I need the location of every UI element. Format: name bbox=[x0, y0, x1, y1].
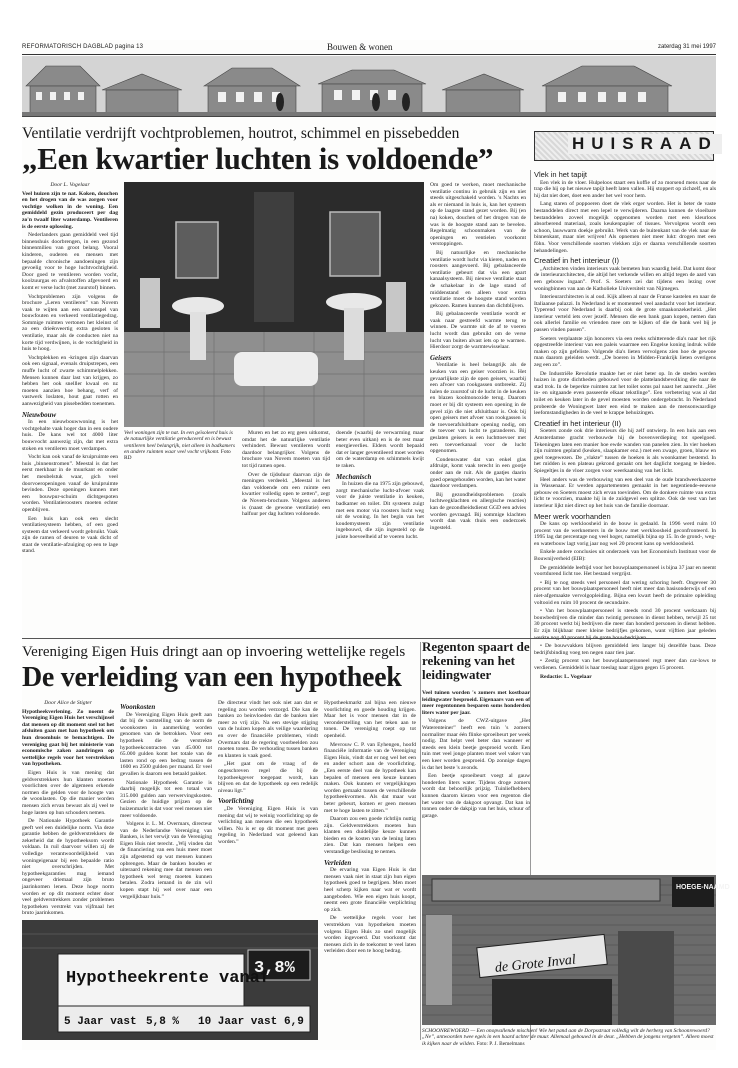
article3-column-1 bbox=[422, 690, 530, 872]
article3-photo-caption bbox=[422, 1028, 716, 1047]
article1-column-3 bbox=[336, 430, 424, 640]
article1-paragraph: Bij natuurlijke en mechanische ventilatie wordt lucht via kieren, naden en roosters aangevoerd. Bij gebalanceerde ventilatie gebeurt dat via een apart kanaalsysteem. Bij nieuwe ventilatie staat de schakelaar in de lage stand of middenstand en alleen voor extra ventilatie moet de hoogste stand worden gekozen. Ramen kunnen dan dichtblijven. bbox=[430, 249, 526, 309]
article2-paragraph: De Vereniging Eigen Huis geeft aan dat bij de vaststelling van de norm de woonkosten in aanmerking worden genomen van de betrokken. Voor een hypotheek die de verstrekte hypotheekcontracten van 45.000 tot 65.000 gulden komt het totale van de lasten rond op een bedrag tussen de 1600 en 2500 gulden per maand. Er veel gevallen is daarom een betaald pakket. bbox=[120, 711, 212, 777]
article1-column-2 bbox=[242, 430, 330, 640]
article2-paragraph: Mevrouw C. P. van Eyhengen, hoofd financiële informatie van de Vereniging Eigen Huis, vindt dat er nog wel het een en ander schort aan de voorlichting. „Een eerste deel van de hypotheek kan bepalen of mensen een keuze kunnen maken. Ook kunnen er vergelijkingen worden gemaakt tussen de verschillende hypotheekvormen. Als dat maar wat beter gebeurt, komen er geen mensen met te hoge lasten te zitten.” bbox=[324, 741, 416, 814]
article1-paragraph: In een nieuwbouwwoning is het vochtgehalte vaak hoger dan in een oudere huis. De kans wel tot 4000 liter bouwvocht aanwezig zijn, dat met extra stoken en ventileren moet verdampen. bbox=[22, 419, 118, 452]
article2-kicker: Vereniging Eigen Huis dringt aan op invoering wettelijke regels bbox=[22, 644, 406, 660]
sidebar-paragraph: Enkele andere conclusies uit onderzoek van het Economisch Instituut voor de Bouwnijverheid (EIB): bbox=[534, 549, 716, 563]
facade-sign-text: HOEGE-NAAMD bbox=[676, 884, 730, 891]
article3-paragraph: Volgens de CWZ-uitgave „Het Waterenteiner” heeft een tuin 's zomers normaliter maar één flinke sproeibeurt per week nodig. Dat helpt veel beter dan wanneer er steeds een klein beetje gesproeid wordt. Een tuin met veel jonge planten moet wel vaker van een keer worden gesproeid. Op zonnige dagen is dat het beste 's avonds. bbox=[422, 718, 530, 771]
sidebar-paragraph: Soeters zonde ook drie interieurs die hij zelf ontwierp. In een huis aan een Amsterdamse gracht verbouwde hij de bovenverdieping tot speelgoed. Tekeningen laten een manier hoe ewde wanden van panelen zien. In vier hoeken zijn ruimten gepland (keuken, slaapkamer enz.) met een zwage, groen, blauw en geel toegewezen. De „vlakte” tussen de hoeken is als woonkamer bestemd. In het midden is een plateau gekrond geraakt om het daglicht toegang te bieden. Spiegeltjes in de vloer zorgen voor weerkaatsing van het licht. bbox=[534, 428, 716, 474]
building-facade-photo bbox=[422, 875, 730, 1025]
article2-paragraph: Daarom zou een goede richtlijn nuttig zijn. Geldverstrekkers moeten hun klanten een duidelijke keuze kunnen bieden en de kosten van de lening laten zien. Dat kan mensen helpen een verstandige beslissing te nemen. bbox=[324, 816, 416, 856]
sidebar-paragraph: Een vlek in de vloer. Hulpeloos staart een koffie of zo morsend mens naar de trap die hij op het nieuwe tapijt heeft laten vallen. Hij stoppert op zichzelf, en als hij dat niet doet, doet een ander het wel voor hem. bbox=[534, 179, 716, 199]
houses-banner-illustration bbox=[22, 56, 716, 117]
article2-column-4 bbox=[324, 700, 416, 1040]
article1-byline: Door L. Vogelaar bbox=[50, 182, 90, 188]
article2-byline: Door Alice de Stigter bbox=[44, 700, 92, 706]
caption-text: SCHOONREWOERD — Een onopvallende mischien! Wie het pand aan de Dorpsstraat volledig wilt de herberg van Schoonrewoerd? „Ne”, antwoorden twee egels in een haard achter de muur. Allemaal gebouwd in de deur. „Hebben de jongens vergeten”. Alleen moest ik kijken naar de wilden. bbox=[422, 1028, 714, 1047]
article1-paragraph: Muren en het zo erg geen uitkomst, omdat het de natuurlijke ventilatie verhindert. Bewust ventileren wordt daardoor belangrijker. Volgens de brochure van Novem moeten van tijd tot tijd ramen open. bbox=[242, 430, 330, 469]
article2-headline: De verleiding van een hypotheek bbox=[22, 662, 402, 693]
huisraad-sidebar bbox=[534, 168, 716, 680]
header-paper-name: REFORMATORISCH DAGBLAD pagina 13 bbox=[22, 44, 144, 50]
sign-left-rate: 5,8 % bbox=[146, 1016, 180, 1028]
article1-paragraph: Om goed te werken, moet mechanische ventilatie continu in gebruik zijn en niet steeds uitgeschakeld worden. 's Nachts en als er niemand in huis is, kan het systeem op de laagste stand gezet worden. Bij (en na) koken, douchen of het drogen van de was is de hoogste stand aan te bevelen. Regelmatig schoonmaken van de openingen en ventielen voorkomt verstoppingen. bbox=[430, 182, 526, 248]
sidebar-paragraph: De Industriële Revolutie maakte het er niet beter op. In de steden werden huizen in grote dichtheden gebouwd voor de plattelandsbevolking die naar de stad trok. In de beperkte ruimten zat het toilet soms pal naast het aanrecht. „Het in- en uitgaande even passeerde elkaar tekstlinge”. Een verbetering was al dat toilet en keuken later in de gevel moesten worden ondergebracht. In Nederland probeerde de Woningwet later een eind te maken aan de mensonwaardige leefomstandigheden in de veel te krappe behuizingen. bbox=[534, 370, 716, 417]
sidebar-heading: Creatief in het interieur (I) bbox=[534, 256, 620, 266]
article2-paragraph: „De Vereniging Eigen Huis is van mening dat wij te weinig voorlichting op de verlichting aan mensen die een hypotheek willen. Nu is er op dit moment met geen regeling in Nederland wat geleend kan worden.” bbox=[218, 805, 318, 845]
sign-right-term: 10 Jaar vast bbox=[198, 1016, 278, 1028]
article1-column-4 bbox=[430, 182, 526, 637]
article1-paragraph: Vocht kan ook vanaf de kruipruimte een huis „binnenstromen”. Meestal is dat het eerst merkbaar in de muurkant en onder het meubelstuk waar, gich veel doorvoeropeningen vanaf de kruipruimte bevinden. Deze openingen kunnen met een bouwpur-schuim dichtgespoten worden. Ventilatieroosters moeten echter openblijven. bbox=[22, 454, 118, 513]
article2-paragraph: Eigen Huis is van mening dat geldverstrekkers hun klanten moeten voorlichten over de algemeen erkende normen die gelden voor de hoogte van de woonlasten. Op die manier worden mensen zich ervan bewust als zij veel te hoge lasten op hun schouders nemen. bbox=[22, 769, 114, 816]
article1-paragraph: Nederlanders gaan gemiddeld veel tijd binnenshuis doorbrengen, in een gezond binnenmilieu van groot belang. Vooral kinderen, ouderen en mensen met bepaalde chronische aandoeningen zijn gevoelig voor te hoge luchtvochtigheid. Door goed te ventileren worden vocht, koolzuurgas en afvalstoffen afgevoerd en komt er verse lucht (met zuurstof) binnen. bbox=[22, 232, 118, 291]
header-section: Bouwen & wonen bbox=[327, 42, 393, 52]
sidebar-heading: Vlek in het tapijt bbox=[534, 170, 587, 179]
sign-main-rate: 3,8% bbox=[254, 959, 295, 978]
article2-paragraph: Volgens ir. L. M. Overmars, directeur van de Nederlandse Vereniging van Banken, is het verwijt van de Vereniging Eigen Huis niet terecht. „Wij vinden dat de financiering van een huis meer moet zijn afgestemd op wat mensen kunnen opbrengen. Maar de banken houden er uiteraard rekening mee dat mensen een hypotheek wel terug moeten kunnen betalen. Zodra iemand in de zin wil kopen stapt hij wel over naar een vergelijkbaar huis.” bbox=[120, 821, 212, 900]
article2-paragraph: De Nationale Hypotheek Garantie geeft wel een duidelijke norm. Via deze garantie hebben de geldverstrekkers de zekerheid dat de hypotheeksom wordt voldaan. In ruil daarvoor willen zij de volledige verantwoordelijkheid van woningeigenaar bij een bepaalde ratio niet overschrijden. Met hypotheekgaranties mag iemand ongeveer driemaal zijn bruto jaarinkomen lenen. Deze hoge norm worden er op dit moment echter door veel geldverstrekkers zonder problemen hypotheken verstrekt van vijfmaal het bruto jaarinkomen. bbox=[22, 818, 114, 917]
sidebar-paragraph: Heel anders was de verbouwing van een deel van de oude brandweerkazerne in Wassenaar. Er werden appartementen gemaakt in het negentiende-eeuwse gebouw en Soeters moest zich ervan toevinden. Om de donkere ruimte van extra licht te voorzien, maakte hij in de zuidgevel een splitze. Ook de vest van het interieur lijkt niet direct op het huis van de familie doornaar. bbox=[534, 476, 716, 509]
article1-paragraph: Vochtproblemen zijn volgens de brochure „Leren ventileren” van Novem vaak te wijten aan een samenspel van bouwfouten en verkeerd ventilatiegedrag. Sommige ruimten vertonen het kleinst of zo een drieënveertig extra gesloten is ventilatie, maar als de conducten niet na korte tijd verdwijnen, is de vochtigheid in huis te hoog. bbox=[22, 293, 118, 353]
sidebar-paragraph: • Van het bouwplaatspersoneel is steeds rond 30 procent werkzaam bij bouwbedrijven die minder dan twintig personen in dienst hebben, terwijl 25 tot 30 procent werkt bij bedrijven die meer dan honderd personen in dienst hebben. Er zijn blijkbaar meer kleine bedrijfjes gekomen, want vijftien jaar geleden werkte nog 40 procent bij de grote bouwbedrijven. bbox=[534, 608, 716, 641]
sidebar-heading: Meer werk voorhanden bbox=[534, 511, 611, 521]
facade-plaque-text: de Grote Inval bbox=[494, 952, 577, 976]
article1-subhead-nieuwbouw: Nieuwbouw bbox=[22, 410, 57, 419]
article1-paragraph: Over de tijdsduur daarvan zijn de meningen verdeeld. „Meestal is het dan voldoende om een ruimte een kwartier volledig open te zetten”, zegt de Novem-brochure. Volgens anderen is (naast de gewone ventilatie) een halfuur per dag luchten voldoende. bbox=[242, 471, 330, 518]
article1-subhead-mechanisch: Mechanisch bbox=[336, 472, 372, 481]
sign-left-term: 5 Jaar vast bbox=[64, 1016, 137, 1028]
article2-column-2 bbox=[120, 700, 212, 918]
article1-paragraph: Ventilatie is heel belangrijk als de keuken van een geiser voorzien is. Het gevaarlijkste zijn de open geisers, waarbij een afvoer van rookgassen ontbreekt. Zij halen de zuurstof uit de lucht in de keuken en blazen koolmonoxide terug. Daarom moet er bij dit systeem een opening in de gevel zijn die niet afsluitbaar is. Ook bij open geisers met afvoer van rookgassen is de toevoerafsluitbare opening nodig, om de toevoer van lucht te garanderen. Bij geslaten geisers is een luchttoevoer met een toevoerkanaal voor de lucht opgenomen. bbox=[430, 362, 526, 455]
header-date: zaterdag 31 mei 1997 bbox=[657, 44, 716, 50]
article1-headline: „Een kwartier luchten is voldoende” bbox=[22, 141, 494, 176]
sidebar-paragraph: Soeters verplaatste zijn honorers via een reeks schitterende dia's naar het rijk opgestreefde interieur van een paleis waarmee een Engelse koning indruk wilde maken op zijn gefeliste. Volgende dia's lieten vervolgens zien hoe de gewone man daarom geleiden werdt. „De boeren in Midden-Frankrijk lieten overigens zeg een zo”. bbox=[534, 335, 716, 369]
article2-paragraph: Hypotheekmarkt zal bijna een nieuwe voorlichting en goede houding krijgen. Maar het is voor mensen dat in de veronderstelling van het teken aan te tonen. De vereniging roept op tot openheid. bbox=[324, 700, 416, 739]
caption-text: Veel woningen zijn te nat. In een geïsoleerd huis is de natuurlijke ventilatie gereduceerd en is bewust ventileren heel belangrijk, niet alleen in badkamers en andere ruimten waar veel vocht vrijkomt. bbox=[124, 430, 236, 455]
article2-paragraph: De wettelijke regels voor het verstrekken van hypotheken moeten volgens Eigen Huis zo snel mogelijk worden ingevoerd. Dat voorkomt dat mensen zich in de toekomst te veel laten verleiden door een te hoog bedrag. bbox=[324, 915, 416, 955]
article1-paragraph: doende (waarbij de verwarming maar beter even uitkan) en is de rest maar energieverlies. Elders wordt bepaald dat er langer geventileerd moet worden om de waterdamp en schimmels kwijt te raken. bbox=[336, 430, 424, 469]
article1-paragraph: Een huis kan ook een slecht ventilatiesysteem hebben, of een goed systeem dat verkeerd wordt gebruikt. Vaak zijn de ramen of deuren te vaak dicht of staat de ventilatie-afzuiging op een te lage stand. bbox=[22, 515, 118, 555]
column-rule bbox=[420, 642, 421, 1040]
article1-paragraph: In huizen die na 1975 zijn gebouwd, zorgt mechanische lucht-afvoer vaak voor de juiste ventilatie in keuken, badkamer en toilet. Dit systeem zuigt met een motor via roosters lucht weg uit de woning. In het begin van het koudemysteem zijn ventilatie ingebouwd, die zijn ingesteld op de juiste hoeveelheid af te voeren lucht. bbox=[336, 481, 424, 540]
mortgage-rate-sign-photo bbox=[22, 920, 318, 1040]
article3-headline: Regenton spaart de rekening van het leidingwater bbox=[422, 639, 530, 682]
article1-paragraph: Bij gebalanceerde ventilatie wordt er vaak naar gestreefd warmte terug te winnen. De warmte uit de af te voeren lucht wordt dan gebruikt om de verse lucht van buiten alvast iets op te warmen. Hierdoor zorgt de warmtewisselaar. bbox=[430, 311, 526, 351]
sidebar-paragraph: „Architecten vinden interieurs vaak bemeten hun waardig heid. Dat komt door de interieurarchitecten, die altijd het verkende willen en altijd tegen de aard van een gebouw ingaan”. Prof. S. Soeters zei dat tijdens een lezing over woningbinnen van aan de Katholieke Universiteit van Nijmegen. bbox=[534, 265, 716, 292]
article1-paragraph: Bij gezondheidsproblemen (zoals luchtwegklachten en allergische reacties) kan de gezondheidsdienst GGD een advies worden gevraagd. Bij sommige klachten wordt dan vaak thuis een onderzoek ingesteld. bbox=[430, 491, 526, 531]
article1-kicker: Ventilatie verdrijft vochtproblemen, houtrot, schimmel en pissebedden bbox=[22, 125, 460, 142]
huisraad-logo bbox=[534, 125, 716, 167]
article1-lead: Veel huizen zijn te nat. Koken, douchen en het drogen van de was zorgen voor vochtige wolken in de woning. Een gemiddeld gezin produceert per dag zo'n twaalf liter waterdamp. Ventileren is de eerste oplossing. bbox=[22, 190, 118, 230]
article2-paragraph: De ervaring van Eigen Huis is dat mensen vaak niet in staat zijn hun eigen hypotheek goed te begrijpen. Men moet heel scherp kijken naar wat er wordt aangeboden. Wie een eigen huis koopt, neemt een grote financiële verplichting op zich. bbox=[324, 867, 416, 913]
article2-column-1 bbox=[22, 700, 114, 918]
photo-credit: Foto: P. J. Bemelmans bbox=[476, 1040, 525, 1047]
article2-lead: Hypotheekverlening. Zo noemt de Vereniging Eigen Huis het verschijnsel dat mensen op dit moment snel tot het afsluiten gaan met han hypotheek om hun droomhuis te bemachtigen. De vereniging gaat bij het ministerie van economische zaken aandringen op wettelijke regels voor het verstrekken van hypotheken. bbox=[22, 708, 114, 768]
article2-column-3 bbox=[218, 700, 318, 918]
article1-column-1 bbox=[22, 182, 118, 637]
sign-right-rate: 6,9 bbox=[284, 1016, 304, 1028]
sidebar-paragraph: Interieurarchitecten is al oud. Kijk alleen al naar de Franse kastelen en naar de Italiaanse palazzi. In Nederland is er momenteel veel aandacht voor het interieur. Typerend voor Nederland is daarbij ook de grote smaakonzekerheid. „Het interieur verteld iets over jezelf. Mensen die een bank gaan kopen, nemen dan ook allerlei familie en vrienden mee om te kijken of die de bank wel bij je passen vinden passen”. bbox=[534, 294, 716, 334]
article2-paragraph: Nationale Hypotheek Garantie is daarbij mogelijk tot een totaal van 315.000 gulden aan verwervingskosten. Gezien de huidige prijzen op de huizenmarkt is dat voor veel mensen niet meer voldoende. bbox=[120, 779, 212, 819]
article2-subhead-woonkosten: Woonkosten bbox=[120, 703, 156, 711]
sidebar-paragraph: Lang staren of poppoeren doet de vlek erger worden. Het is beter de vaste bestanddelen direct met een lepel te verwijderen. Daarna kunnen de vloeibare bestanddelen zoveel mogelijk opgenomen worden met een kleurloos absorberend materiaal, zoals keukenpapier of tissues. Vervolgens wordt een schoon, lauwwarm doekje gebruikt. Werk van de buitenkant van de vlek naar de binnenkant, maar niet wrijven! Als opnemen niet meer lukt: drogen met een föhn. Voor verschillende soorten vlekken zijn er daarna verschillende soorten behandelingen. bbox=[534, 201, 716, 254]
article2-paragraph: „Het gaat om de vraag of de ongeschreven regel die bij de hypotheekgever toegepast wordt, kan blijven en dat de hypotheek op een redelijk niveau ligt.” bbox=[218, 761, 318, 794]
bathroom-photo bbox=[124, 182, 424, 427]
article3-lead: Veel tuinen worden 's zomers met kostbaar leidingwater besproeid. Eigenaars van een of meer regentonnen besparen soms honderden liters water per jaar. bbox=[422, 690, 530, 716]
article2-subhead-verleiden: Verleiden bbox=[324, 858, 352, 867]
sidebar-redactie: Redactie: L. Vogelaar bbox=[540, 673, 592, 680]
sidebar-paragraph: De gemiddelde leeftijd voor het bouwplaatspersoneel is bijna 37 jaar en neemt voortdurend licht toe. Het bestand vergrijst. bbox=[534, 564, 716, 578]
sidebar-paragraph: • Zestig procent van het bouwplaatspersoneel regt meer dan car-lows te verdienen. Gemiddeld is haar toeslag naar zijgen gegen 15 procent. bbox=[534, 658, 716, 671]
article1-paragraph: Condenswater dat van enkel glas afdruipt, komt vaak terecht in een gootje onder aan de ruit. Als de gaatjes daarin goed opengehouden worden, kan het water daardoor verdampen. bbox=[430, 456, 526, 490]
running-header bbox=[22, 40, 716, 55]
article1-paragraph: Vochtplekken en -kringen zijn daarvan ook een signaal, evenals druipstrepen, een muffe lucht of zwarte schimmelplekken. Mensen kunnen daar last van krijgen, zo hebben het ook snelller kwaal en nz moeten aanzien hoe behang, verf of vastwerk loslaten, hout gaat rotten en aanwezigheid van pissebedden toenemen. bbox=[22, 354, 118, 407]
sidebar-paragraph: • De bouwvakken blijven gemiddeld iets langer bij dezelfde baas. Deze bedrijfsbinding voeg ten negen naar tien jaar. bbox=[534, 643, 716, 656]
newspaper-page bbox=[22, 40, 730, 1050]
article2-subhead-voorlichting: Voorlichting bbox=[218, 797, 254, 806]
article2-paragraph: De directeur vindt het ook niet aan dat er regeling zou worden verzorgd. Die kan de banken zo beinvloeden dat de banken niet meer zo vrij zijn. Na een stevige stijging van de huizen kopen als veilige waardering en over de financiële problemen, vindt Overmars dat de regering voorbeelden zou moeten tonen. De verhouding tussen banken en klanten is vaak goed. bbox=[218, 700, 318, 759]
article1-subhead-geisers: Geisers bbox=[430, 353, 452, 362]
photo-credit: Foto RD bbox=[124, 448, 231, 462]
sign-line: Hypotheekrente vanaf bbox=[66, 969, 271, 988]
huisraad-title: HUISRAAD bbox=[568, 134, 722, 154]
section-rule bbox=[22, 638, 716, 639]
sidebar-paragraph: De kans op werkloosheid in de bouw is gedaald. In 1996 werd ruim 10 procent van de werknemers in de bouw met werkloosheid geconfronteerd. In 1995 lag dat percentage nog veel hoger, namelijk bijna op 15. In de grond-, weg- en waterbouw lagt vorig jaar nog wel 20 procent kans op werkloosheid. bbox=[534, 521, 716, 547]
article1-photo-caption bbox=[124, 430, 236, 461]
article3-paragraph: Een beetje sproeibeurt voegt al gauw honderden liters water. Tijdens droge zomers wordt dat behoorlijk prijzig. Tuinliefhebbers kunnen daarom kiezen voor een regenton die het water van de dakgoot opvangt. Dat kan in tonnen onder de dakpijp van het huis, schuur of garage. bbox=[422, 773, 530, 819]
sidebar-heading: Creatief in het interieur (II) bbox=[534, 418, 622, 428]
sidebar-paragraph: • Bij te nog steeds veel personeel dat wering schoring heeft. Ongeveer 30 procent van het bouwplaatspersoneel heeft niet meer dan basisonderwijs of een niet-afgemaakte vervolgopleiding. Bijna een kwart heeft de primaire opleiding voltooid en ruim 10 procent de secundaire. bbox=[534, 579, 716, 606]
